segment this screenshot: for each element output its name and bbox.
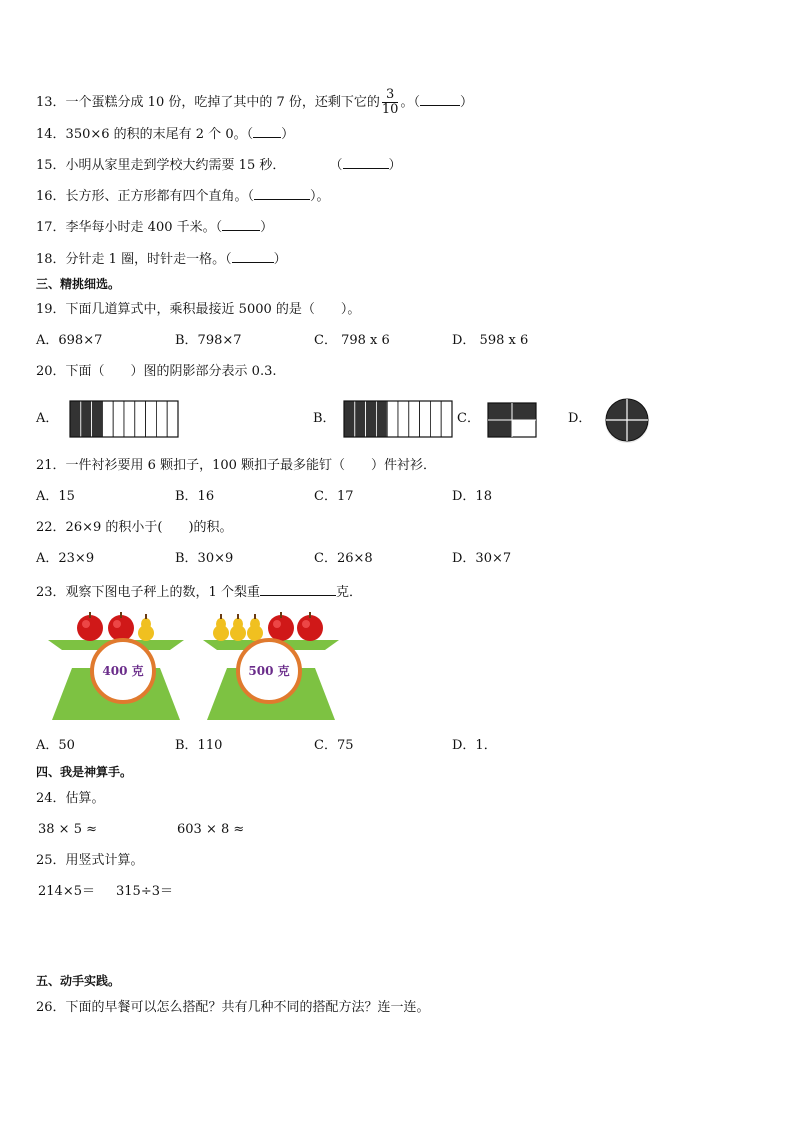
empty-cell	[102, 401, 113, 437]
pear-icon	[230, 614, 246, 641]
shaded-cell	[70, 401, 81, 437]
question-23: 23．观察下图电子秤上的数，1 个梨重 克．	[36, 585, 362, 600]
pear-icon	[138, 614, 154, 641]
shaded-cell	[376, 401, 387, 437]
scale-reading: 500 克	[248, 664, 290, 678]
apple-icon	[297, 612, 323, 641]
empty-cell	[387, 401, 398, 437]
option-b[interactable]: B．798×7	[175, 333, 242, 348]
scale-1-illustration	[46, 610, 186, 724]
empty-cell	[124, 401, 135, 437]
shaded-cell	[81, 401, 92, 437]
apple-icon	[268, 612, 294, 641]
option-a[interactable]: A．23×9	[36, 551, 95, 566]
empty-cell	[441, 401, 452, 437]
answer-blank[interactable]	[343, 156, 389, 169]
question-18: 18．分针走 1 圈，时针走一格。（ ）	[36, 252, 287, 267]
option-a[interactable]: A．15	[36, 489, 75, 504]
shaded-cell	[355, 401, 366, 437]
question-25: 25．用竖式计算。	[36, 853, 144, 868]
scale-reading: 400 克	[102, 664, 144, 678]
section-4-title: 四、我是神算手。	[36, 765, 133, 779]
option-d[interactable]: D．30×7	[452, 551, 512, 566]
question-24: 24．估算。	[36, 791, 105, 806]
section-5-title: 五、动手实践。	[36, 974, 121, 988]
question-21: 21．一件衬衫要用 6 颗扣子，100 颗扣子最多能钉（ ）件衬衫．	[36, 458, 437, 473]
answer-blank[interactable]	[253, 125, 281, 138]
option-c[interactable]: C．26×8	[314, 551, 373, 566]
answer-blank[interactable]	[420, 93, 460, 106]
option-d[interactable]: D．18	[452, 489, 492, 504]
question-20: 20．下面（ ）图的阴影部分表示 0.3.	[36, 364, 277, 379]
empty-cell	[430, 401, 441, 437]
question-19: 19．下面几道算式中，乘积最接近 5000 的是（ ）。	[36, 302, 361, 317]
question-22: 22．26×9 的积小于( )的积。	[36, 520, 233, 535]
question-26: 26．下面的早餐可以怎么搭配？共有几种不同的搭配方法？连一连。	[36, 1000, 430, 1015]
empty-cell	[409, 401, 420, 437]
apple-icon	[77, 612, 103, 641]
section-3-title: 三、精挑细选。	[36, 277, 121, 291]
answer-blank[interactable]	[254, 187, 310, 200]
empty-cell	[156, 401, 167, 437]
answer-blank[interactable]	[222, 218, 260, 231]
answer-blank[interactable]	[232, 250, 274, 263]
figure-b-shaded-bar[interactable]	[342, 399, 454, 439]
question-16: 16．长方形、正方形都有四个直角。（ ）。	[36, 189, 330, 204]
scale-2-illustration	[201, 610, 341, 724]
option-c[interactable]: C．17	[314, 489, 354, 504]
shaded-cell	[92, 401, 103, 437]
vertical-calc-item-2: 315÷3＝	[116, 884, 173, 899]
option-d-label[interactable]: D．	[568, 411, 592, 426]
option-a-label[interactable]: A．	[36, 411, 59, 426]
empty-cell	[420, 401, 431, 437]
pear-icon	[213, 614, 229, 641]
fraction: $\frac{3}{10}$	[381, 87, 399, 117]
option-c-label[interactable]: C．	[457, 411, 480, 426]
empty-cell	[167, 401, 178, 437]
option-c[interactable]: C．75	[314, 738, 354, 753]
empty-cell	[113, 401, 124, 437]
option-b[interactable]: B．16	[175, 489, 215, 504]
apple-icon	[108, 612, 134, 641]
answer-blank[interactable]	[260, 583, 336, 596]
empty-cell	[135, 401, 146, 437]
figure-c-square-quarters[interactable]	[486, 401, 540, 439]
shaded-cell	[344, 401, 355, 437]
estimate-item-1: 38 × 5 ≈	[38, 822, 97, 837]
question-17: 17．李华每小时走 400 千米。（ ）	[36, 220, 274, 235]
question-14: 14．350×6 的积的末尾有 2 个 0。（ ）	[36, 127, 295, 142]
option-d[interactable]: D．1．	[452, 738, 497, 753]
vertical-calc-item-1: 214×5＝	[38, 884, 95, 899]
question-13: 13．一个蛋糕分成 10 份，吃掉了其中的 7 份，还剩下它的 $\frac{3}{10}$ 。（ ）	[36, 87, 473, 117]
option-a[interactable]: A．50	[36, 738, 75, 753]
empty-cell	[398, 401, 409, 437]
pear-icon	[247, 614, 263, 641]
question-15: 15．小明从家里走到学校大约需要 15 秒． （ ）	[36, 158, 402, 173]
figure-a-shaded-bar[interactable]	[68, 399, 180, 439]
option-a[interactable]: A．698×7	[36, 333, 103, 348]
option-b[interactable]: B．30×9	[175, 551, 234, 566]
option-c[interactable]: C． 798 x 6	[314, 333, 390, 348]
estimate-item-2: 603 × 8 ≈	[177, 822, 245, 837]
option-b-label[interactable]: B．	[313, 411, 336, 426]
figure-d-circle-quarters[interactable]	[602, 397, 652, 445]
empty-cell	[146, 401, 157, 437]
shaded-cell	[366, 401, 377, 437]
option-b[interactable]: B．110	[175, 738, 223, 753]
option-d[interactable]: D． 598 x 6	[452, 333, 529, 348]
